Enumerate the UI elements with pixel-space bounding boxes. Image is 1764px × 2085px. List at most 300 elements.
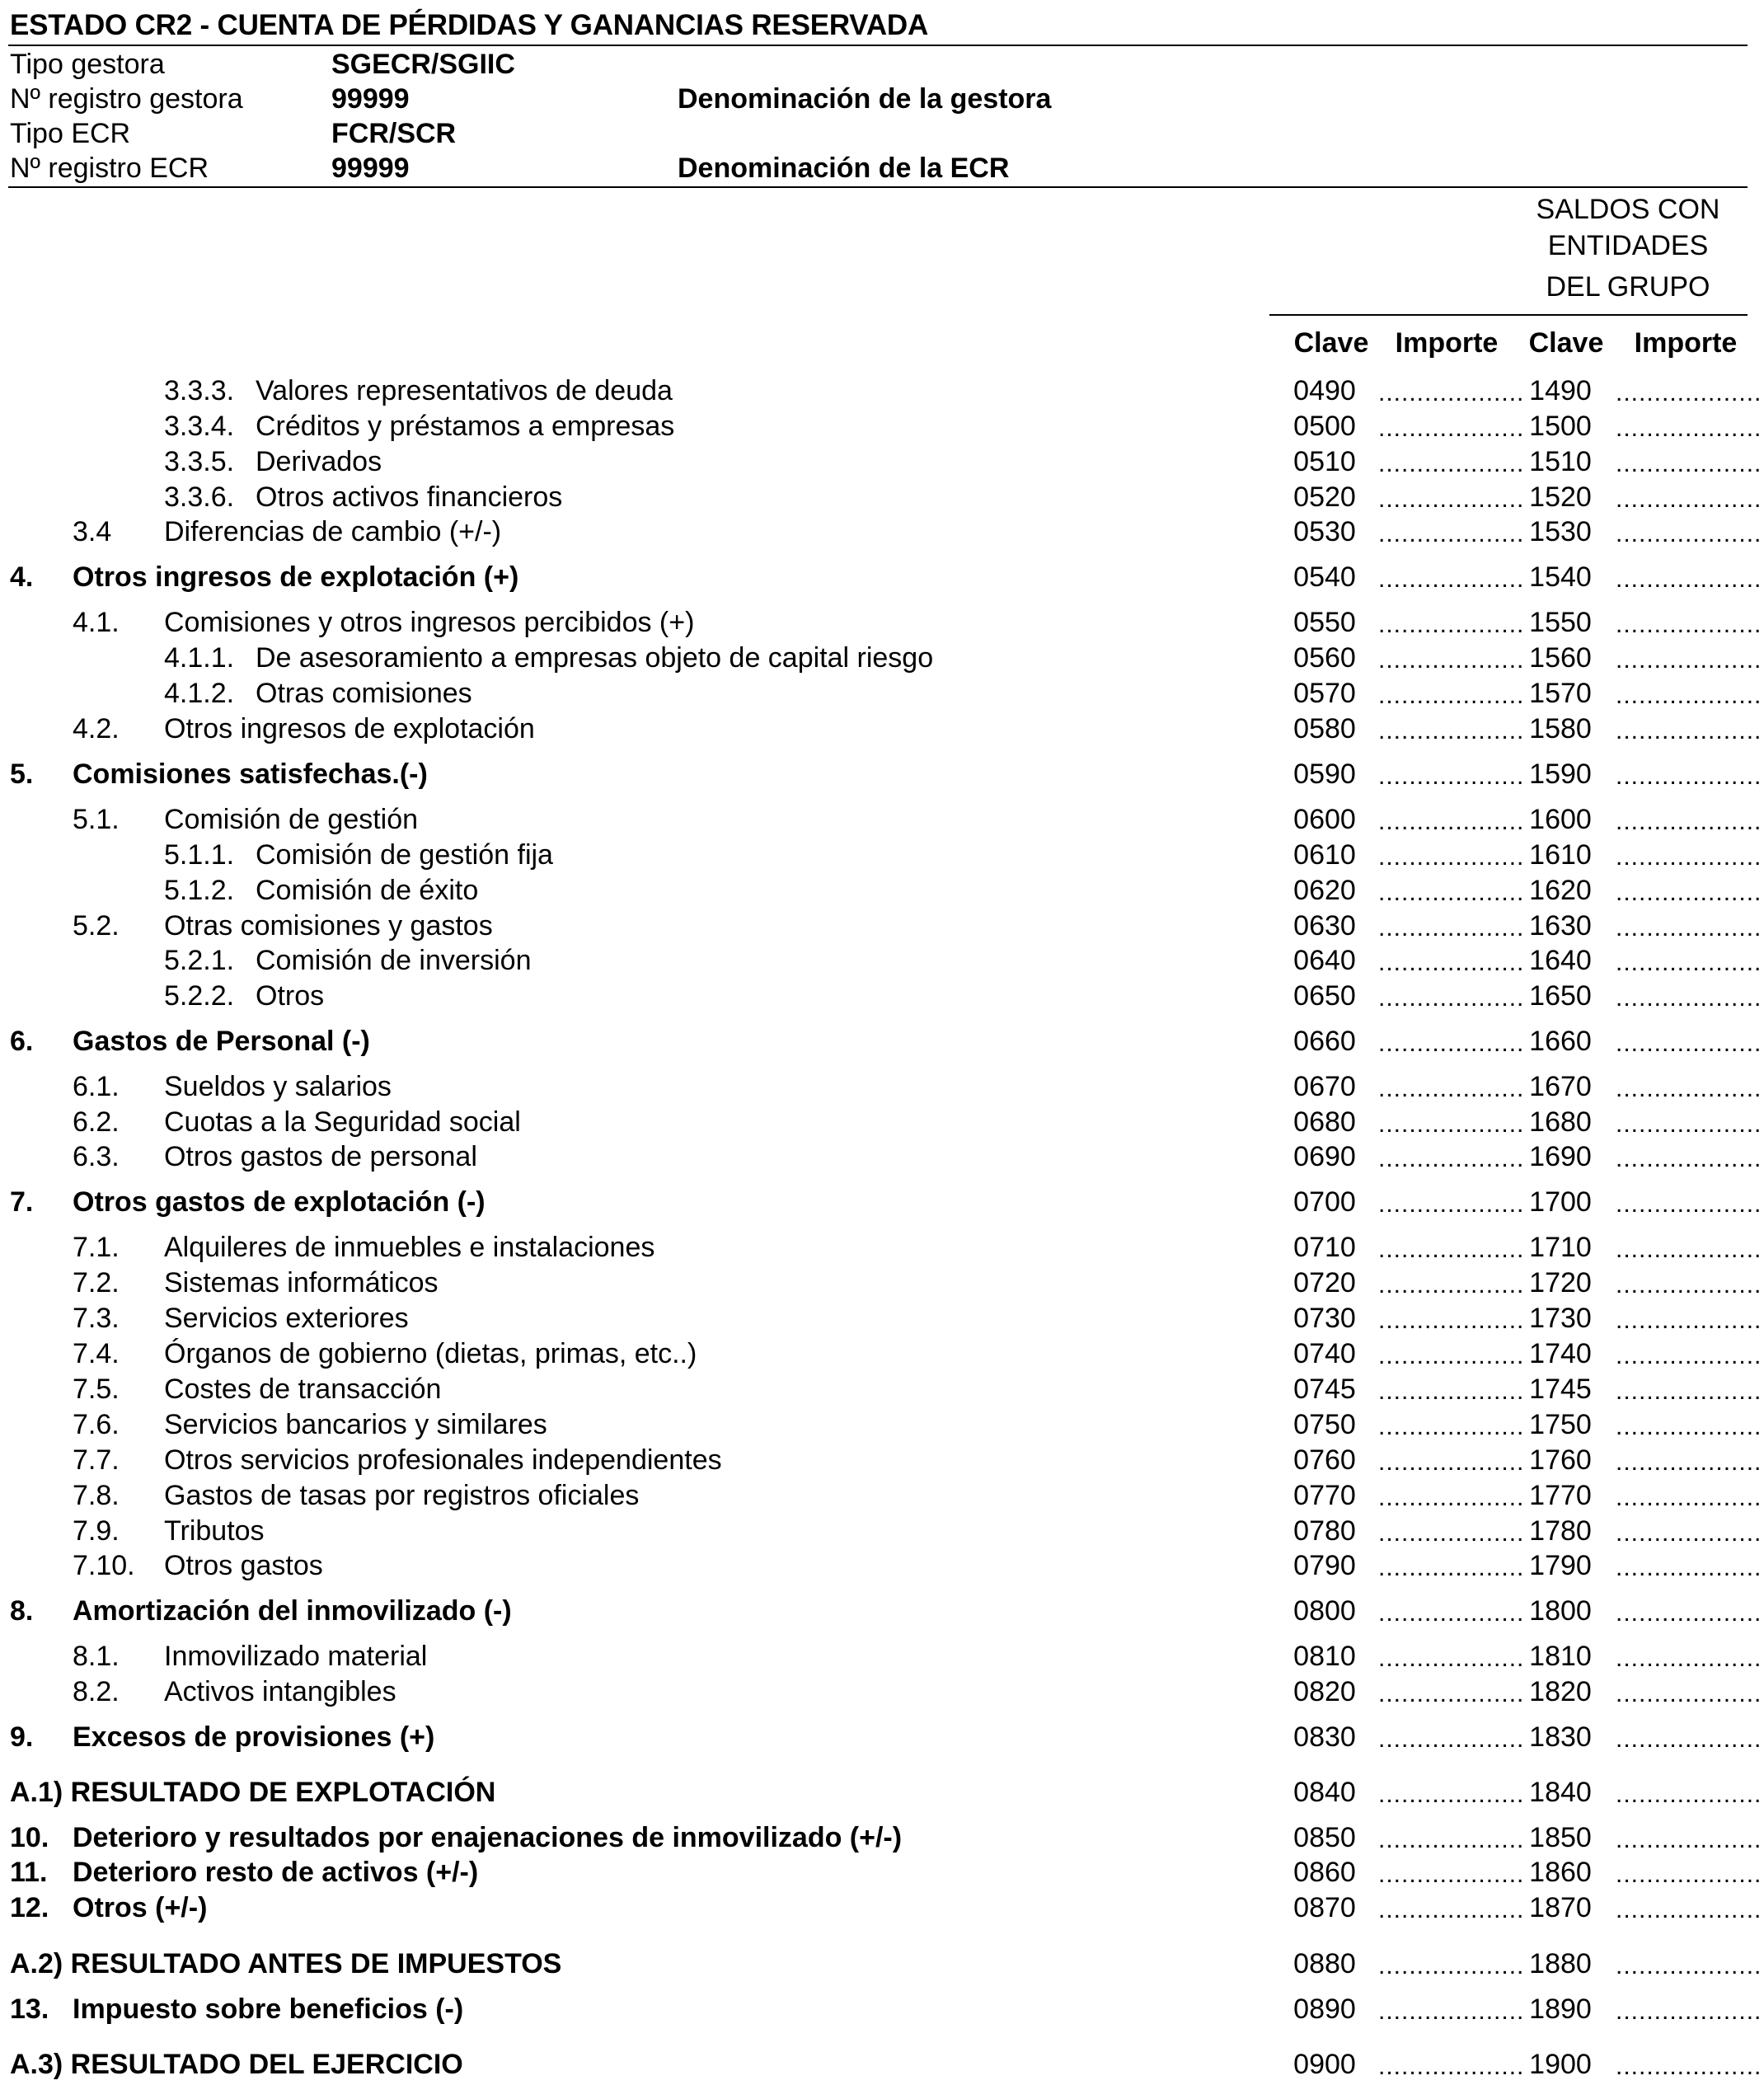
row-number: 3.3.3. — [164, 375, 235, 406]
row-number: 5. — [10, 758, 34, 790]
clave-code: 0740 — [1293, 1338, 1356, 1369]
importe-field[interactable]: ................... — [1378, 1449, 1525, 1476]
clave-code: 0860 — [1293, 1857, 1356, 1888]
importe-field-grupo[interactable]: ................... — [1616, 717, 1762, 744]
table-row — [0, 1266, 1762, 1300]
importe-field[interactable]: ................... — [1378, 1307, 1525, 1334]
importe-field[interactable]: ................... — [1378, 717, 1525, 744]
clave-code: 0590 — [1293, 758, 1356, 790]
clave-code: 0770 — [1293, 1480, 1356, 1511]
clave-code-grupo: 1690 — [1529, 1141, 1592, 1172]
importe-field[interactable]: ................... — [1378, 1190, 1525, 1218]
table-row — [0, 1594, 1762, 1628]
clave-code-grupo: 1700 — [1529, 1186, 1592, 1218]
importe-field[interactable]: ................... — [1378, 1519, 1525, 1547]
table-row — [0, 1024, 1762, 1059]
table-row — [0, 873, 1762, 908]
importe-field-grupo[interactable]: ................... — [1616, 682, 1762, 709]
row-number: 5.1.1. — [164, 839, 235, 871]
importe-field[interactable]: ................... — [1378, 1271, 1525, 1298]
clave-code-grupo: 1830 — [1529, 1721, 1592, 1753]
clave-code-grupo: 1670 — [1529, 1071, 1592, 1102]
importe-field[interactable]: ................... — [1378, 450, 1525, 477]
row-number: 3.3.4. — [164, 411, 235, 442]
header-extra: Denominación de la gestora — [678, 83, 1052, 115]
row-number: 6.3. — [73, 1141, 120, 1172]
importe-field-grupo[interactable]: ................... — [1616, 1236, 1762, 1263]
row-number: 7.3. — [73, 1303, 120, 1334]
clave-code: 0745 — [1293, 1374, 1356, 1405]
clave-code: 0890 — [1293, 1993, 1356, 2025]
row-number: 11. — [10, 1857, 48, 1888]
importe-field[interactable]: ................... — [1378, 879, 1525, 906]
row-label: Derivados — [256, 446, 382, 477]
row-number: 6.2. — [73, 1106, 120, 1138]
importe-field-grupo[interactable]: ................... — [1616, 1645, 1762, 1672]
importe-field[interactable]: ................... — [1378, 1896, 1525, 1923]
table-row — [0, 1139, 1762, 1174]
row-label: Otros — [256, 980, 325, 1012]
column-header-clave: Clave — [1293, 327, 1369, 359]
clave-code: 0600 — [1293, 804, 1356, 835]
importe-field-grupo[interactable]: ................... — [1616, 1861, 1762, 1888]
clave-code: 0500 — [1293, 411, 1356, 442]
importe-field[interactable]: ................... — [1378, 1726, 1525, 1753]
importe-field-grupo[interactable]: ................... — [1616, 1271, 1762, 1298]
clave-code-grupo: 1510 — [1529, 446, 1592, 477]
row-label: Otros ingresos de explotación (+) — [73, 561, 519, 593]
importe-field[interactable]: ................... — [1378, 843, 1525, 871]
table-row — [0, 1407, 1762, 1442]
clave-code: 0870 — [1293, 1892, 1356, 1923]
importe-field[interactable]: ................... — [1378, 1111, 1525, 1138]
clave-code-grupo: 1600 — [1529, 804, 1592, 835]
importe-field-grupo[interactable]: ................... — [1616, 879, 1762, 906]
row-label: Amortización del inmovilizado (-) — [73, 1595, 512, 1627]
clave-code-grupo: 1500 — [1529, 411, 1592, 442]
row-number: 8.1. — [73, 1641, 120, 1672]
importe-field[interactable]: ................... — [1378, 415, 1525, 442]
table-row — [0, 1855, 1762, 1890]
importe-field[interactable]: ................... — [1378, 1075, 1525, 1102]
row-number: 13. — [10, 1993, 49, 2025]
importe-field-grupo[interactable]: ................... — [1616, 1554, 1762, 1581]
row-number: 6. — [10, 1026, 34, 1057]
table-row — [0, 1820, 1762, 1855]
row-label: Otras comisiones — [256, 678, 472, 709]
row-label: Activos intangibles — [164, 1676, 396, 1707]
row-number: 3.4 — [73, 516, 112, 547]
importe-field[interactable]: ................... — [1378, 566, 1525, 593]
importe-field-grupo[interactable]: ................... — [1616, 763, 1762, 790]
clave-code: 0760 — [1293, 1444, 1356, 1476]
clave-code: 0580 — [1293, 713, 1356, 744]
clave-code-grupo: 1790 — [1529, 1550, 1592, 1581]
clave-code-grupo: 1720 — [1529, 1267, 1592, 1298]
row-label: Comisión de gestión — [164, 804, 419, 835]
clave-code: 0570 — [1293, 678, 1356, 709]
importe-field-grupo[interactable]: ................... — [1616, 808, 1762, 835]
row-label: Impuesto sobre beneficios (-) — [73, 1993, 464, 2025]
importe-field[interactable]: ................... — [1378, 914, 1525, 942]
clave-code-grupo: 1745 — [1529, 1374, 1592, 1405]
table-row — [0, 1946, 1762, 1981]
row-number: 8.2. — [73, 1676, 120, 1707]
importe-field-grupo[interactable]: ................... — [1616, 1342, 1762, 1369]
row-number: 4.1.2. — [164, 678, 235, 709]
table-row — [0, 802, 1762, 837]
row-number: 5.2. — [73, 910, 120, 942]
clave-code-grupo: 1730 — [1529, 1303, 1592, 1334]
row-number: 7.1. — [73, 1232, 120, 1263]
clave-code: 0810 — [1293, 1641, 1356, 1672]
importe-field[interactable]: ................... — [1378, 611, 1525, 638]
row-number: 7.2. — [73, 1267, 120, 1298]
row-number: 8. — [10, 1595, 34, 1627]
importe-field[interactable]: ................... — [1378, 1236, 1525, 1263]
header-value: 99999 — [331, 153, 410, 184]
importe-field[interactable]: ................... — [1378, 1680, 1525, 1707]
importe-field[interactable]: ................... — [1378, 646, 1525, 674]
table-row — [0, 1548, 1762, 1583]
row-label: Diferencias de cambio (+/-) — [164, 516, 502, 547]
table-row — [0, 560, 1762, 594]
table-row — [0, 1443, 1762, 1477]
header-label: Nº registro gestora — [10, 83, 243, 115]
table-row — [0, 909, 1762, 943]
row-label: A.2) RESULTADO ANTES DE IMPUESTOS — [10, 1948, 562, 1979]
clave-code-grupo: 1840 — [1529, 1777, 1592, 1808]
clave-code-grupo: 1760 — [1529, 1444, 1592, 1476]
table-row — [0, 409, 1762, 444]
clave-code: 0550 — [1293, 607, 1356, 638]
clave-code: 0780 — [1293, 1515, 1356, 1547]
importe-field-grupo[interactable]: ................... — [1616, 1781, 1762, 1808]
importe-field[interactable]: ................... — [1378, 1599, 1525, 1627]
clave-code: 0670 — [1293, 1071, 1356, 1102]
clave-code: 0790 — [1293, 1550, 1356, 1581]
clave-code-grupo: 1900 — [1529, 2049, 1592, 2080]
importe-field[interactable]: ................... — [1378, 1030, 1525, 1057]
clave-code: 0830 — [1293, 1721, 1356, 1753]
table-row — [0, 1992, 1762, 2026]
row-number: 12. — [10, 1892, 49, 1923]
clave-code: 0560 — [1293, 642, 1356, 674]
row-label: Alquileres de inmuebles e instalaciones — [164, 1232, 655, 1263]
clave-code: 0710 — [1293, 1232, 1356, 1263]
row-label: Inmovilizado material — [164, 1641, 428, 1672]
clave-code: 0720 — [1293, 1267, 1356, 1298]
importe-field-grupo[interactable]: ................... — [1616, 843, 1762, 871]
importe-field-grupo[interactable]: ................... — [1616, 379, 1762, 406]
table-row — [0, 979, 1762, 1013]
header-value: 99999 — [331, 83, 410, 115]
row-label: A.3) RESULTADO DEL EJERCICIO — [10, 2049, 463, 2080]
clave-code-grupo: 1810 — [1529, 1641, 1592, 1672]
row-number: 7.6. — [73, 1409, 120, 1440]
table-row — [0, 1514, 1762, 1548]
importe-field[interactable]: ................... — [1378, 984, 1525, 1012]
importe-field-grupo[interactable]: ................... — [1616, 611, 1762, 638]
header-value: SGECR/SGIIC — [331, 49, 515, 80]
importe-field[interactable]: ................... — [1378, 763, 1525, 790]
clave-code-grupo: 1620 — [1529, 875, 1592, 906]
row-number: 10. — [10, 1822, 49, 1853]
table-row — [0, 605, 1762, 640]
importe-field-grupo[interactable]: ................... — [1616, 486, 1762, 513]
table-row — [0, 757, 1762, 791]
importe-field-grupo[interactable]: ................... — [1616, 1952, 1762, 1979]
table-row — [0, 2047, 1762, 2082]
clave-code: 0540 — [1293, 561, 1356, 593]
table-row — [0, 1230, 1762, 1265]
clave-code: 0510 — [1293, 446, 1356, 477]
importe-field-grupo[interactable]: ................... — [1616, 984, 1762, 1012]
clave-code: 0820 — [1293, 1676, 1356, 1707]
clave-code-grupo: 1560 — [1529, 642, 1592, 674]
table-row — [0, 1069, 1762, 1104]
row-label: Créditos y préstamos a empresas — [256, 411, 675, 442]
clave-code-grupo: 1490 — [1529, 375, 1592, 406]
row-label: Servicios exteriores — [164, 1303, 409, 1334]
row-label: Otros ingresos de explotación — [164, 713, 535, 744]
form-title: ESTADO CR2 - CUENTA DE PÉRDIDAS Y GANANCIAS RESERVADA — [10, 9, 929, 41]
importe-field[interactable]: ................... — [1378, 1781, 1525, 1808]
row-number: 4. — [10, 561, 34, 593]
importe-field-grupo[interactable]: ................... — [1616, 1449, 1762, 1476]
importe-field[interactable]: ................... — [1378, 682, 1525, 709]
importe-field-grupo[interactable]: ................... — [1616, 450, 1762, 477]
clave-code: 0880 — [1293, 1948, 1356, 1979]
importe-field[interactable]: ................... — [1378, 1861, 1525, 1888]
clave-code-grupo: 1680 — [1529, 1106, 1592, 1138]
table-row — [0, 1639, 1762, 1674]
row-label: Cuotas a la Seguridad social — [164, 1106, 521, 1138]
row-label: Comisiones y otros ingresos percibidos (+) — [164, 607, 695, 638]
column-header-importe-grupo: Importe — [1634, 327, 1738, 359]
row-label: Otros servicios profesionales independientes — [164, 1444, 722, 1476]
clave-code-grupo: 1880 — [1529, 1948, 1592, 1979]
clave-code-grupo: 1610 — [1529, 839, 1592, 871]
table-row — [0, 1890, 1762, 1925]
clave-code-grupo: 1740 — [1529, 1338, 1592, 1369]
row-number: 6.1. — [73, 1071, 120, 1102]
importe-field-grupo[interactable]: ................... — [1616, 2053, 1762, 2080]
row-number: 7.4. — [73, 1338, 120, 1369]
clave-code: 0730 — [1293, 1303, 1356, 1334]
importe-field[interactable]: ................... — [1378, 1145, 1525, 1172]
row-label: De asesoramiento a empresas objeto de capital riesgo — [256, 642, 934, 674]
importe-field-grupo[interactable]: ................... — [1616, 1413, 1762, 1440]
row-label: Otros activos financieros — [256, 481, 563, 513]
saldos-line: SALDOS CON — [1536, 194, 1720, 225]
row-label: Valores representativos de deuda — [256, 375, 673, 406]
clave-code-grupo: 1860 — [1529, 1857, 1592, 1888]
clave-code: 0640 — [1293, 945, 1356, 976]
table-row — [0, 711, 1762, 746]
clave-code: 0690 — [1293, 1141, 1356, 1172]
importe-field-grupo[interactable]: ................... — [1616, 914, 1762, 942]
clave-code-grupo: 1660 — [1529, 1026, 1592, 1057]
clave-code-grupo: 1590 — [1529, 758, 1592, 790]
clave-code: 0490 — [1293, 375, 1356, 406]
importe-field-grupo[interactable]: ................... — [1616, 1599, 1762, 1627]
column-header-importe: Importe — [1395, 327, 1499, 359]
row-label: Comisión de éxito — [256, 875, 479, 906]
importe-field-grupo[interactable]: ................... — [1616, 415, 1762, 442]
column-header-clave-grupo: Clave — [1528, 327, 1604, 359]
clave-code: 0680 — [1293, 1106, 1356, 1138]
importe-field[interactable]: ................... — [1378, 1826, 1525, 1853]
clave-code-grupo: 1540 — [1529, 561, 1592, 593]
clave-code: 0610 — [1293, 839, 1356, 871]
clave-code: 0700 — [1293, 1186, 1356, 1218]
clave-code-grupo: 1770 — [1529, 1480, 1592, 1511]
importe-field-grupo[interactable]: ................... — [1616, 1680, 1762, 1707]
table-row — [0, 480, 1762, 514]
importe-field-grupo[interactable]: ................... — [1616, 1030, 1762, 1057]
row-label: Otras comisiones y gastos — [164, 910, 493, 942]
importe-field[interactable]: ................... — [1378, 1952, 1525, 1979]
clave-code-grupo: 1520 — [1529, 481, 1592, 513]
table-row — [0, 1674, 1762, 1709]
importe-field-grupo[interactable]: ................... — [1616, 520, 1762, 547]
table-row — [0, 1775, 1762, 1810]
row-label: Tributos — [164, 1515, 265, 1547]
importe-field[interactable]: ................... — [1378, 2053, 1525, 2080]
clave-code: 0630 — [1293, 910, 1356, 942]
importe-field[interactable]: ................... — [1378, 1342, 1525, 1369]
header-label: Nº registro ECR — [10, 153, 209, 184]
importe-field[interactable]: ................... — [1378, 1998, 1525, 2025]
table-row — [0, 1185, 1762, 1219]
row-number: 4.1. — [73, 607, 120, 638]
clave-code-grupo: 1640 — [1529, 945, 1592, 976]
row-label: Comisión de gestión fija — [256, 839, 553, 871]
importe-field-grupo[interactable]: ................... — [1616, 1378, 1762, 1405]
row-label: Otros gastos de personal — [164, 1141, 477, 1172]
clave-code-grupo: 1550 — [1529, 607, 1592, 638]
row-label: Deterioro resto de activos (+/-) — [73, 1857, 479, 1888]
clave-code: 0530 — [1293, 516, 1356, 547]
clave-code-grupo: 1650 — [1529, 980, 1592, 1012]
table-row — [0, 373, 1762, 408]
importe-field-grupo[interactable]: ................... — [1616, 1896, 1762, 1923]
table-row — [0, 1301, 1762, 1336]
row-number: 5.1.2. — [164, 875, 235, 906]
importe-field[interactable]: ................... — [1378, 379, 1525, 406]
clave-code: 0840 — [1293, 1777, 1356, 1808]
header-label: Tipo gestora — [10, 49, 165, 80]
row-number: 3.3.5. — [164, 446, 235, 477]
row-number: 5.1. — [73, 804, 120, 835]
row-label: Sueldos y salarios — [164, 1071, 392, 1102]
clave-code-grupo: 1870 — [1529, 1892, 1592, 1923]
table-row — [0, 676, 1762, 711]
row-label: Excesos de provisiones (+) — [73, 1721, 435, 1753]
table-row — [0, 838, 1762, 872]
importe-field-grupo[interactable]: ................... — [1616, 1826, 1762, 1853]
row-label: Gastos de Personal (-) — [73, 1026, 370, 1057]
row-number: 7.8. — [73, 1480, 120, 1511]
header-value: FCR/SCR — [331, 118, 457, 149]
row-number: 7.10. — [73, 1550, 135, 1581]
clave-code-grupo: 1710 — [1529, 1232, 1592, 1263]
importe-field[interactable]: ................... — [1378, 1413, 1525, 1440]
clave-code: 0800 — [1293, 1595, 1356, 1627]
row-label: A.1) RESULTADO DE EXPLOTACIÓN — [10, 1777, 496, 1808]
importe-field[interactable]: ................... — [1378, 520, 1525, 547]
importe-field[interactable]: ................... — [1378, 1554, 1525, 1581]
importe-field-grupo[interactable]: ................... — [1616, 1111, 1762, 1138]
importe-field-grupo[interactable]: ................... — [1616, 646, 1762, 674]
clave-code: 0850 — [1293, 1822, 1356, 1853]
clave-code: 0750 — [1293, 1409, 1356, 1440]
row-number: 9. — [10, 1721, 34, 1753]
importe-field-grupo[interactable]: ................... — [1616, 1145, 1762, 1172]
importe-field-grupo[interactable]: ................... — [1616, 1075, 1762, 1102]
importe-field-grupo[interactable]: ................... — [1616, 1190, 1762, 1218]
row-number: 7.7. — [73, 1444, 120, 1476]
clave-code: 0900 — [1293, 2049, 1356, 2080]
importe-field-grupo[interactable]: ................... — [1616, 1519, 1762, 1547]
importe-field[interactable]: ................... — [1378, 486, 1525, 513]
table-row — [0, 1372, 1762, 1406]
clave-code-grupo: 1890 — [1529, 1993, 1592, 2025]
row-label: Órganos de gobierno (dietas, primas, etc..) — [164, 1338, 697, 1369]
clave-code-grupo: 1580 — [1529, 713, 1592, 744]
row-label: Gastos de tasas por registros oficiales — [164, 1480, 640, 1511]
row-label: Comisión de inversión — [256, 945, 532, 976]
table-row — [0, 641, 1762, 675]
saldos-line: ENTIDADES — [1547, 230, 1709, 261]
importe-field-grupo[interactable]: ................... — [1616, 1484, 1762, 1511]
table-row — [0, 1478, 1762, 1513]
row-label: Otros gastos de explotación (-) — [73, 1186, 486, 1218]
clave-code: 0660 — [1293, 1026, 1356, 1057]
clave-code: 0650 — [1293, 980, 1356, 1012]
row-label: Comisiones satisfechas.(-) — [73, 758, 428, 790]
table-row — [0, 1336, 1762, 1371]
row-number: 7.9. — [73, 1515, 120, 1547]
importe-field[interactable]: ................... — [1378, 949, 1525, 976]
importe-field-grupo[interactable]: ................... — [1616, 1726, 1762, 1753]
importe-field[interactable]: ................... — [1378, 1378, 1525, 1405]
row-label: Costes de transacción — [164, 1374, 442, 1405]
row-label: Sistemas informáticos — [164, 1267, 439, 1298]
importe-field[interactable]: ................... — [1378, 808, 1525, 835]
clave-code-grupo: 1850 — [1529, 1822, 1592, 1853]
row-label: Otros gastos — [164, 1550, 323, 1581]
clave-code-grupo: 1750 — [1529, 1409, 1592, 1440]
row-number: 4.2. — [73, 713, 120, 744]
table-row — [0, 1105, 1762, 1139]
importe-field[interactable]: ................... — [1378, 1645, 1525, 1672]
table-row — [0, 514, 1762, 549]
row-number: 4.1.1. — [164, 642, 235, 674]
importe-field[interactable]: ................... — [1378, 1484, 1525, 1511]
importe-field-grupo[interactable]: ................... — [1616, 949, 1762, 976]
clave-code-grupo: 1820 — [1529, 1676, 1592, 1707]
importe-field-grupo[interactable]: ................... — [1616, 1998, 1762, 2025]
clave-code-grupo: 1800 — [1529, 1595, 1592, 1627]
importe-field-grupo[interactable]: ................... — [1616, 1307, 1762, 1334]
importe-field-grupo[interactable]: ................... — [1616, 566, 1762, 593]
clave-code-grupo: 1780 — [1529, 1515, 1592, 1547]
table-row — [0, 1720, 1762, 1754]
clave-code-grupo: 1530 — [1529, 516, 1592, 547]
row-number: 7.5. — [73, 1374, 120, 1405]
